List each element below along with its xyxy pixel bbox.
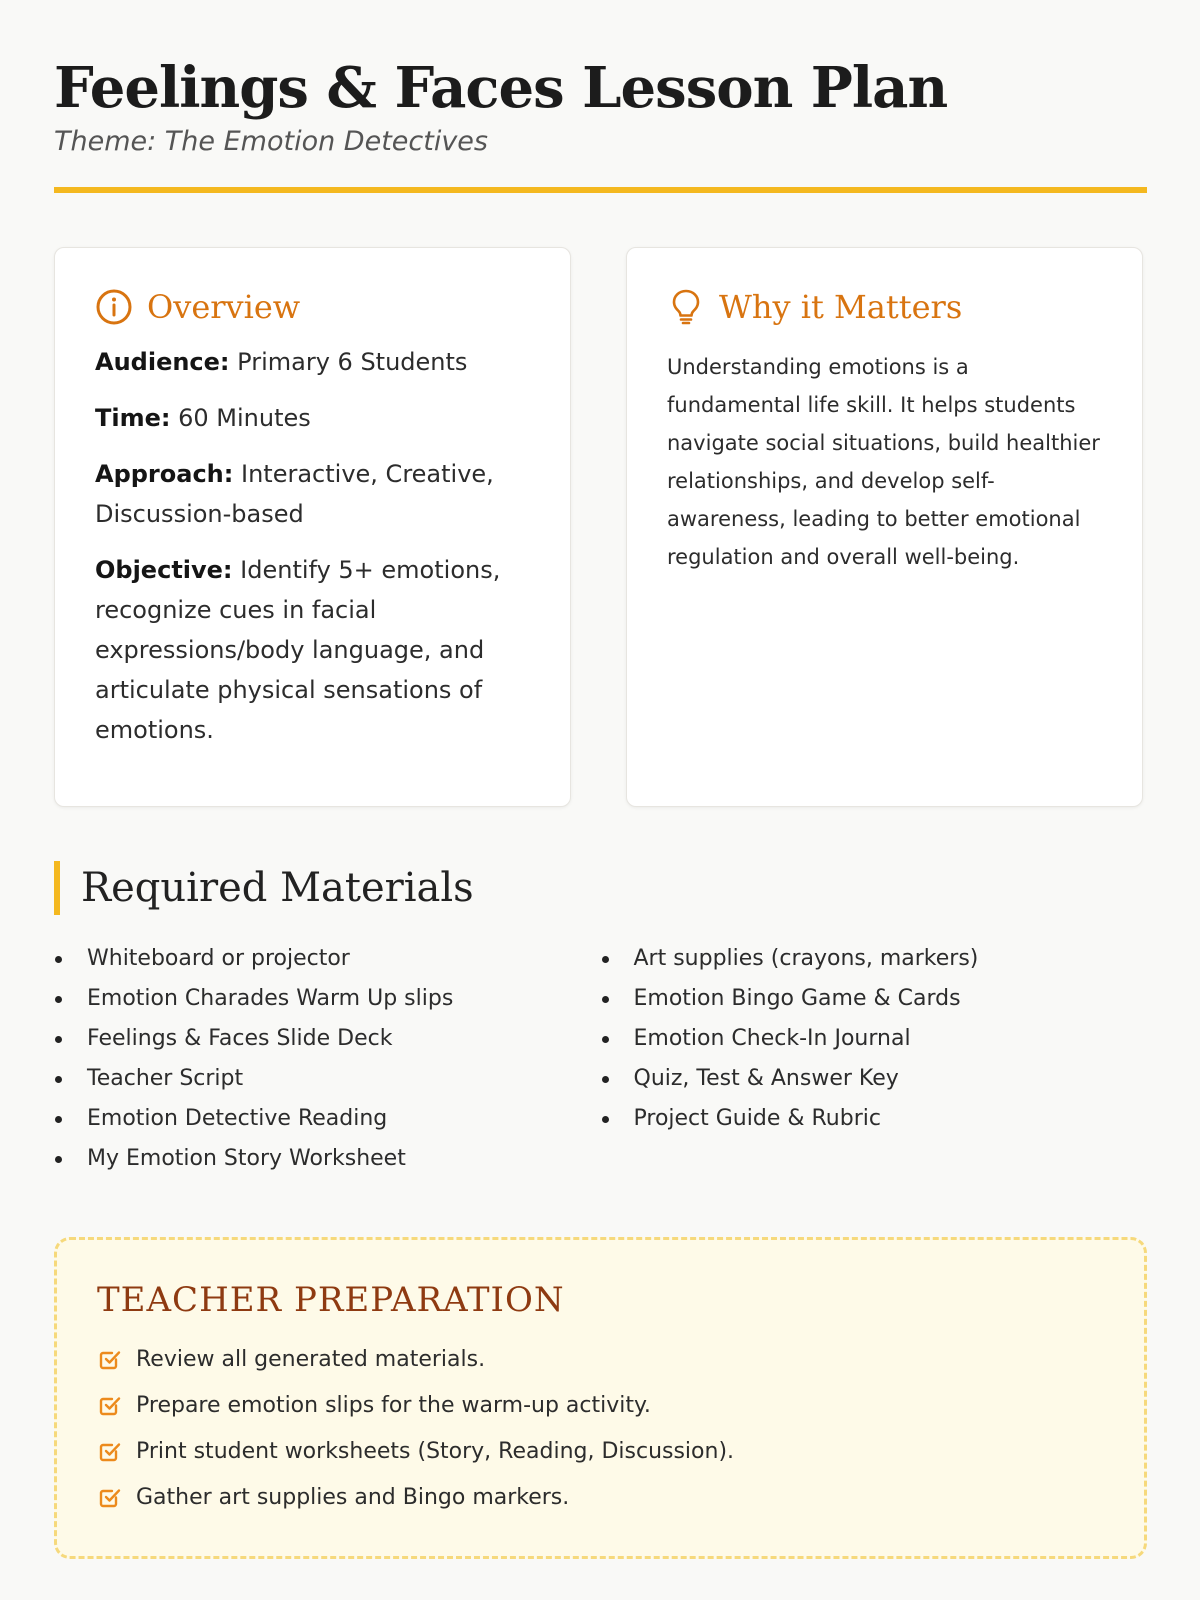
checkbox-icon bbox=[97, 1438, 123, 1464]
material-label: Whiteboard or projector bbox=[87, 946, 350, 971]
checklist-item bbox=[97, 1336, 1104, 1382]
list-item bbox=[54, 1019, 601, 1059]
bullet-icon bbox=[602, 1116, 609, 1123]
list-item bbox=[54, 1099, 601, 1139]
list-item bbox=[54, 939, 601, 979]
list-item bbox=[54, 1139, 601, 1179]
section-accent-bar bbox=[54, 861, 60, 915]
bullet-icon bbox=[602, 1036, 609, 1043]
bullet-icon bbox=[55, 1076, 62, 1083]
checkbox-icon bbox=[97, 1346, 123, 1372]
material-label: Teacher Script bbox=[87, 1066, 244, 1091]
why-text: Understanding emotions is a fundamental life skill. It helps students navigate social situations, build healthier relationships, and develop self-awareness, leading to better emotional regulation and overall well-being. bbox=[667, 355, 1100, 569]
material-label: Feelings & Faces Slide Deck bbox=[87, 1026, 393, 1051]
checklist-item-label: Prepare emotion slips for the warm-up activity. bbox=[136, 1392, 651, 1418]
overview-time-label: Time: bbox=[95, 404, 171, 432]
prep-heading: TEACHER PREPARATION bbox=[97, 1280, 565, 1320]
list-item bbox=[54, 1059, 601, 1099]
overview-card bbox=[54, 247, 571, 807]
checklist-item-label: Print student worksheets (Story, Reading, Discussion). bbox=[136, 1438, 735, 1464]
lesson-plan-page bbox=[54, 0, 1147, 1559]
materials-header bbox=[54, 861, 1147, 915]
checklist-item bbox=[97, 1428, 1104, 1474]
bullet-icon bbox=[55, 1156, 62, 1163]
material-label: Emotion Check-In Journal bbox=[633, 1026, 911, 1051]
why-header bbox=[667, 288, 1102, 326]
overview-approach-label: Approach: bbox=[95, 460, 234, 488]
prep-checklist bbox=[97, 1336, 1104, 1520]
overview-objective-label: Objective: bbox=[95, 556, 233, 584]
bullet-icon bbox=[55, 996, 62, 1003]
bullet-icon bbox=[55, 956, 62, 963]
overview-time-value: 60 Minutes bbox=[178, 404, 311, 432]
material-label: Emotion Bingo Game & Cards bbox=[633, 986, 961, 1011]
list-item bbox=[601, 939, 1148, 979]
checkbox-icon bbox=[97, 1392, 123, 1418]
why-it-matters-card bbox=[626, 247, 1143, 807]
material-label: Project Guide & Rubric bbox=[633, 1106, 881, 1131]
overview-audience-value: Primary 6 Students bbox=[237, 348, 468, 376]
overview-objective bbox=[95, 550, 530, 750]
info-cards bbox=[54, 247, 1147, 807]
overview-time bbox=[95, 398, 530, 438]
overview-audience bbox=[95, 342, 530, 382]
material-label: Quiz, Test & Answer Key bbox=[633, 1066, 899, 1091]
bullet-icon bbox=[55, 1036, 62, 1043]
info-icon bbox=[95, 288, 133, 326]
checklist-item-label: Gather art supplies and Bingo markers. bbox=[136, 1484, 570, 1510]
list-item bbox=[601, 1019, 1148, 1059]
bullet-icon bbox=[602, 1076, 609, 1083]
overview-audience-label: Audience: bbox=[95, 348, 230, 376]
teacher-preparation-box bbox=[54, 1237, 1147, 1559]
checklist-item-label: Review all generated materials. bbox=[136, 1346, 486, 1372]
materials-list bbox=[54, 939, 1147, 1179]
overview-approach bbox=[95, 454, 530, 534]
materials-column-right bbox=[601, 939, 1148, 1179]
materials-heading: Required Materials bbox=[81, 865, 474, 911]
materials-column-left bbox=[54, 939, 601, 1179]
list-item bbox=[601, 1059, 1148, 1099]
title-divider bbox=[54, 187, 1147, 193]
material-label: Emotion Detective Reading bbox=[87, 1106, 388, 1131]
overview-approach-value: Interactive, Creative, Discussion-based bbox=[95, 460, 494, 528]
page-title: Feelings & Faces Lesson Plan bbox=[54, 55, 948, 121]
overview-header bbox=[95, 288, 530, 326]
overview-heading: Overview bbox=[147, 288, 301, 326]
checkbox-icon bbox=[97, 1484, 123, 1510]
lightbulb-icon bbox=[667, 288, 705, 326]
bullet-icon bbox=[602, 996, 609, 1003]
material-label: Emotion Charades Warm Up slips bbox=[87, 986, 454, 1011]
material-label: My Emotion Story Worksheet bbox=[87, 1146, 406, 1171]
bullet-icon bbox=[602, 956, 609, 963]
checklist-item bbox=[97, 1474, 1104, 1520]
bullet-icon bbox=[55, 1116, 62, 1123]
why-heading: Why it Matters bbox=[719, 288, 963, 326]
list-item bbox=[54, 979, 601, 1019]
material-label: Art supplies (crayons, markers) bbox=[633, 946, 979, 971]
page-subtitle: Theme: The Emotion Detectives bbox=[54, 126, 488, 157]
list-item bbox=[601, 1099, 1148, 1139]
list-item bbox=[601, 979, 1148, 1019]
checklist-item bbox=[97, 1382, 1104, 1428]
overview-objective-value: Identify 5+ emotions, recognize cues in facial expressions/body language, and articulate physical sensations of emotions. bbox=[95, 556, 501, 744]
